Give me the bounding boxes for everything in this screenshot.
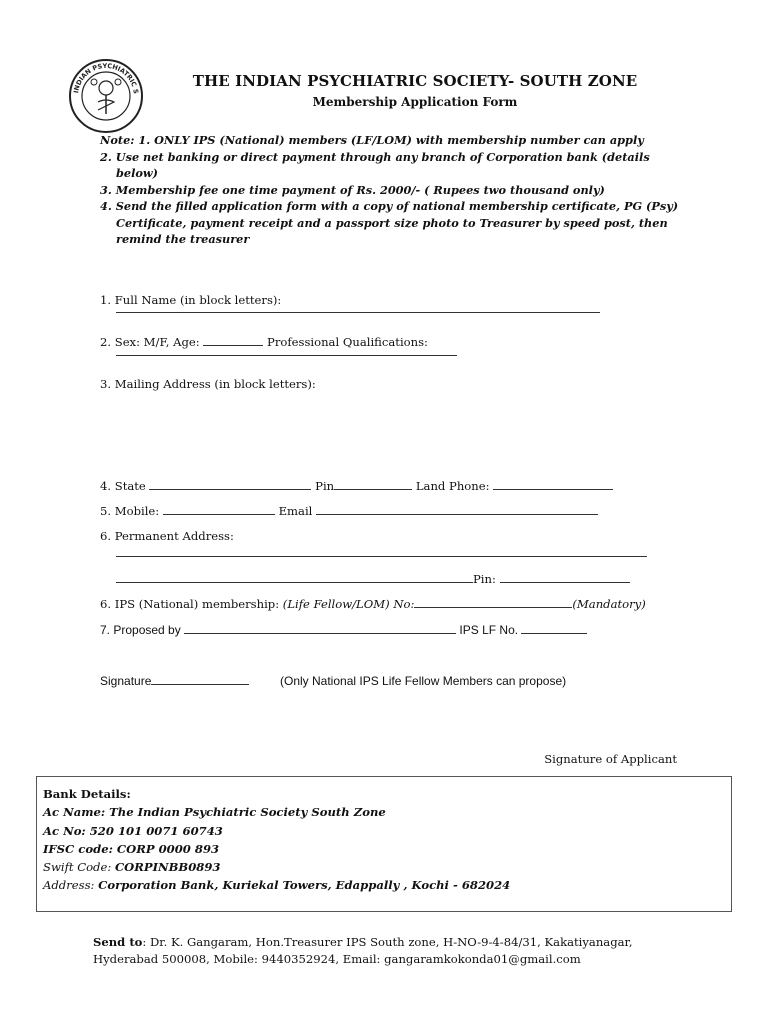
- perm-address-field[interactable]: [116, 556, 647, 557]
- bank-details-box: [36, 776, 732, 912]
- notes-block: [100, 132, 680, 248]
- email-label: Email: [278, 504, 313, 518]
- signature-field[interactable]: [151, 674, 249, 685]
- land-phone-field[interactable]: [493, 479, 613, 490]
- pin-field[interactable]: [334, 479, 412, 490]
- signature-of-applicant: Signature of Applicant: [544, 752, 677, 766]
- ips-lf-field[interactable]: [521, 623, 587, 634]
- ips-lf-label: IPS LF No.: [459, 623, 519, 637]
- proposed-field[interactable]: [184, 623, 456, 634]
- note-item: 3. Membership fee one time payment of Rs. 2000/- ( Rupees two thousand only): [100, 182, 605, 197]
- mobile-label: 5. Mobile:: [100, 504, 160, 518]
- bank-ac-name: Ac Name: The Indian Psychiatric Society South Zone: [43, 805, 386, 820]
- perm-pin-field[interactable]: [500, 572, 630, 583]
- mailing-address-label: 3. Mailing Address (in block letters):: [100, 377, 316, 391]
- bank-swift-value: CORPINBB0893: [114, 860, 221, 875]
- state-row: [100, 479, 613, 493]
- state-field[interactable]: [149, 479, 311, 490]
- perm-address-label: 6. Permanent Address:: [100, 529, 234, 543]
- pin-label: Pin: [315, 479, 335, 493]
- sex-age-row: [100, 335, 428, 349]
- bank-ifsc: IFSC code: CORP 0000 893: [43, 841, 220, 856]
- page-title: THE INDIAN PSYCHIATRIC SOCIETY- SOUTH ZONE: [192, 72, 638, 90]
- state-label: 4. State: [100, 479, 146, 493]
- full-name-label: 1. Full Name (in block letters):: [100, 293, 282, 307]
- prof-qual-label: Professional Qualifications:: [267, 335, 428, 349]
- send-to-block: [93, 934, 693, 968]
- bank-ac-no: Ac No: 520 101 0071 60743: [43, 823, 223, 838]
- bank-heading: Bank Details:: [43, 787, 131, 801]
- sex-age-label: 2. Sex: M/F, Age:: [100, 335, 200, 349]
- mobile-field[interactable]: [163, 504, 275, 515]
- send-to-label: Send to: [93, 935, 143, 949]
- proposed-label: 7. Proposed by: [100, 623, 181, 637]
- note-item: Note: 1. ONLY IPS (National) members (LF/LOM) with membership number can apply: [100, 133, 644, 147]
- note-item: 4. Send the filled application form with a copy of national membership certificate, PG (Psy) Certificate, payment receipt and a passport size photo to Treasurer by speed post, then remind the treasurer: [100, 199, 679, 246]
- note-item: 2. Use net banking or direct payment through any branch of Corporation bank (details below): [100, 149, 650, 180]
- ips-italic-label: (Life Fellow/LOM) No:: [282, 597, 415, 611]
- page-subtitle: Membership Application Form: [312, 95, 518, 109]
- mandatory-label: (Mandatory): [572, 597, 646, 611]
- bank-address-value: Corporation Bank, Kuriekal Towers, Edappally , Kochi - 682024: [98, 878, 511, 893]
- prof-qual-field[interactable]: [116, 355, 457, 356]
- ips-number-field[interactable]: [414, 597, 572, 608]
- propose-note: (Only National IPS Life Fellow Members can propose): [280, 674, 567, 688]
- perm-address-field-2[interactable]: [116, 572, 473, 583]
- send-to-text: : Dr. K. Gangaram, Hon.Treasurer IPS South zone, H-NO-9-4-84/31, Kakatiyanagar, Hyderabad 500008, Mobile: 9440352924, Email: gangaramkokonda01@gmail.com: [93, 935, 633, 966]
- land-phone-label: Land Phone:: [415, 479, 490, 493]
- full-name-field[interactable]: [116, 312, 600, 313]
- mailing-address-field[interactable]: [100, 395, 670, 470]
- signature-row: [100, 674, 249, 688]
- bank-swift-label: Swift Code:: [43, 860, 115, 875]
- bank-address-label: Address:: [43, 878, 99, 893]
- signature-label: Signature: [100, 674, 152, 688]
- svg-text:INDIAN PSYCHIATRIC SOCIETY: INDIAN PSYCHIATRIC S: [72, 61, 140, 95]
- proposed-row: [100, 623, 587, 637]
- ips-label: 6. IPS (National) membership:: [100, 597, 280, 611]
- email-field[interactable]: [316, 504, 598, 515]
- perm-pin-label: Pin:: [473, 572, 496, 586]
- perm-address-row2: [116, 572, 630, 586]
- ips-row: [100, 597, 646, 611]
- mobile-row: [100, 504, 598, 518]
- age-field[interactable]: [203, 335, 263, 346]
